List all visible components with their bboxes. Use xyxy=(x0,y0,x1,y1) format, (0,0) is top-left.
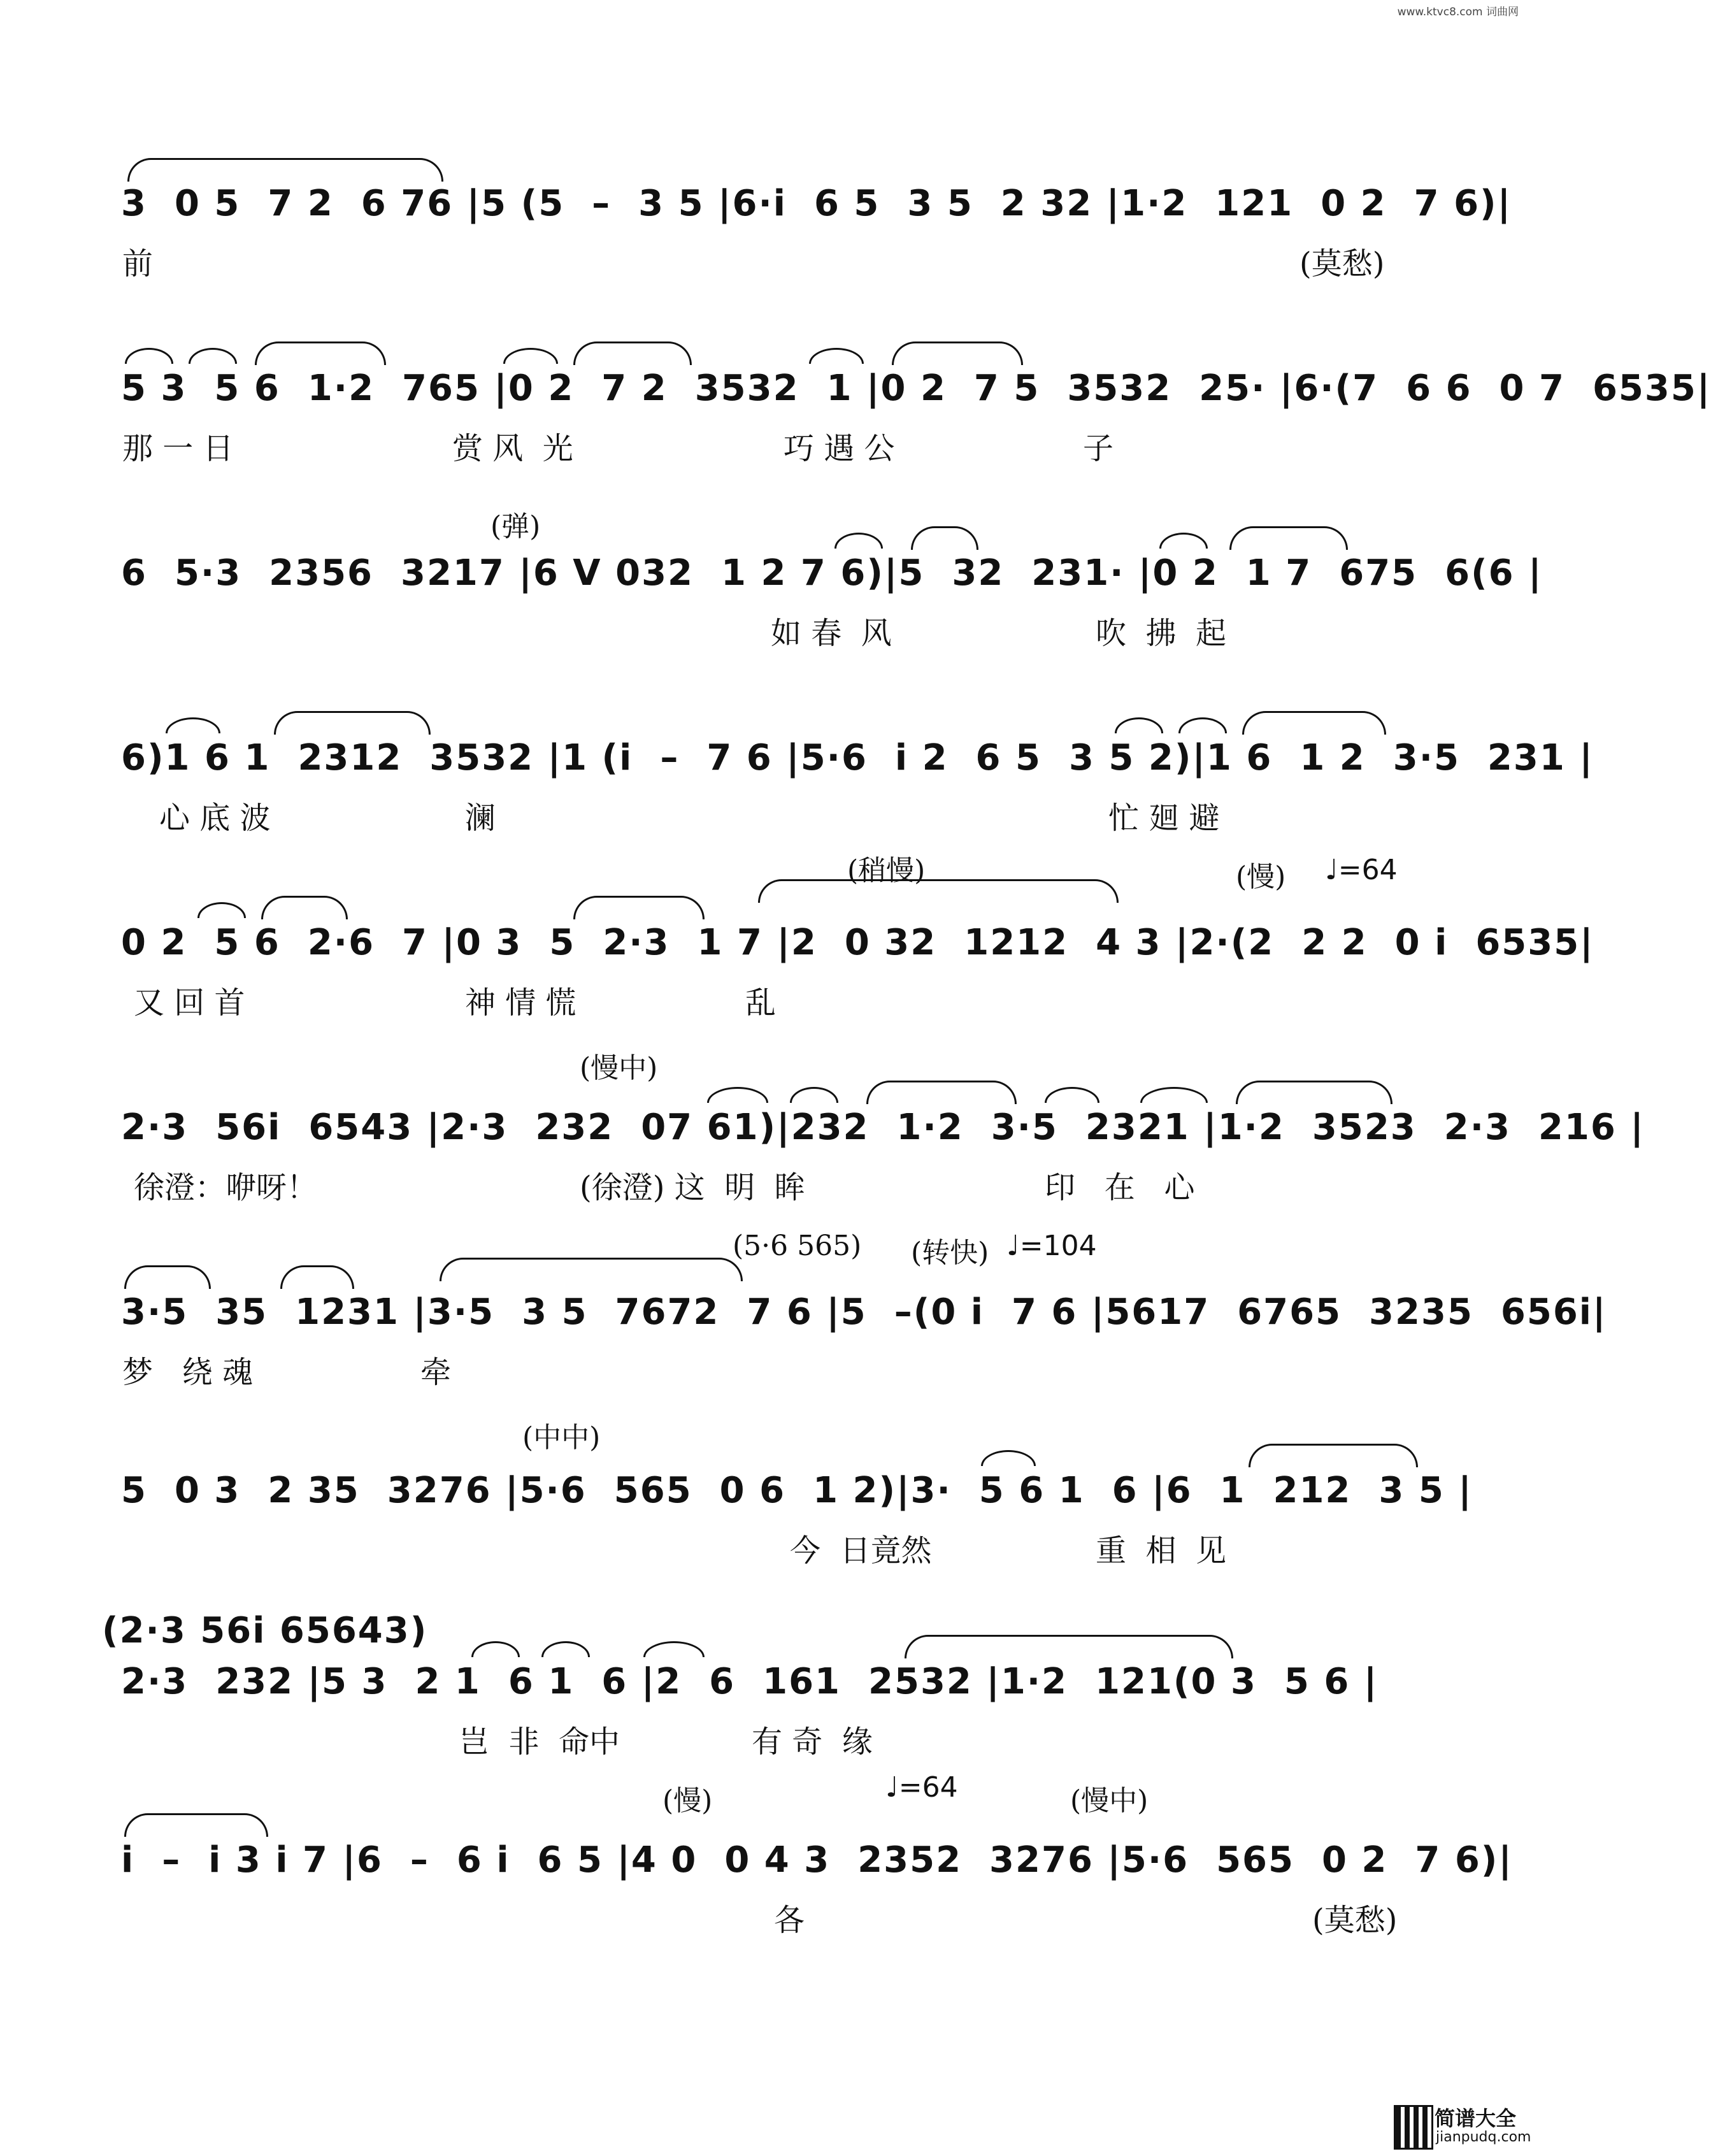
slur xyxy=(911,526,978,550)
performance-mark: (慢中) xyxy=(580,1052,658,1084)
lyric: 有 奇 缘 xyxy=(752,1724,873,1760)
slur xyxy=(643,1641,705,1657)
tempo-value: =64 xyxy=(1338,854,1398,886)
lyric: 又 回 首 xyxy=(134,985,245,1021)
slur xyxy=(471,1641,520,1657)
notation-line: 0 2 5 6 2·6 7 |0 3 5 2·3 1 7 |2 0 32 1212 4 3 |2·(2 2 2 0 i 6535| xyxy=(121,922,1594,963)
lyric: 神 情 慌 xyxy=(465,985,576,1021)
notation-line: i – i 3 i 7 |6 – 6 i 6 5 |4 0 0 4 3 2352 3276 |5·6 565 0 2 7 6)| xyxy=(121,1839,1513,1881)
lyric: 吹 拂 起 xyxy=(1096,615,1227,651)
notation-line: 2·3 56i 6543 |2·3 232 07 61)|232 1·2 3·5 2321 |1·2 3523 2·3 216 | xyxy=(121,1107,1645,1148)
lyric: 忙 廻 避 xyxy=(1108,800,1220,836)
lyric: 重 相 见 xyxy=(1096,1533,1227,1569)
lyric: 牵 xyxy=(420,1355,452,1390)
lyric: 徐澄：咿呀！ xyxy=(134,1170,318,1205)
lyric: 澜 xyxy=(465,800,496,836)
notation-line: 2·3 232 |5 3 2 1 6 1 6 |2 6 161 2532 |1·2 121(0 3 5 6 | xyxy=(121,1661,1378,1702)
slur xyxy=(834,533,883,549)
performance-mark: (中中) xyxy=(522,1421,601,1454)
tempo-mark xyxy=(1006,1230,1097,1262)
notation-line: 6 5·3 2356 3217 |6 V 032 1 2 7 6)|5 32 231· |0 2 1 7 675 6(6 | xyxy=(121,552,1543,594)
slur xyxy=(809,348,864,364)
slur xyxy=(503,348,558,364)
tempo-mark xyxy=(1325,854,1398,886)
slur xyxy=(866,1081,1017,1104)
lyric: 今 日竟然 xyxy=(790,1533,932,1569)
slur xyxy=(892,341,1023,365)
slur xyxy=(758,879,1119,903)
tempo-value: =64 xyxy=(898,1771,958,1804)
lyric: 各 xyxy=(774,1902,805,1938)
lyric: 岂 非 命中 xyxy=(459,1724,620,1760)
slur xyxy=(124,1265,211,1289)
lyric: (莫愁) xyxy=(1299,246,1385,282)
slur xyxy=(573,341,692,365)
slur xyxy=(255,341,386,365)
slur xyxy=(981,1450,1036,1466)
tempo-mark xyxy=(885,1771,958,1804)
site-watermark: www.ktvc8.com 词曲网 xyxy=(1397,6,1519,18)
performance-mark: (5·6 565) xyxy=(733,1230,862,1262)
lyric: 如 春 风 xyxy=(771,615,892,651)
lyric: 子 xyxy=(1083,431,1114,466)
slur xyxy=(274,711,431,735)
notation-line: 3 0 5 7 2 6 76 |5 (5 – 3 5 |6·i 6 5 3 5 2 32 |1·2 121 0 2 7 6)| xyxy=(121,183,1512,224)
logo-name: 简谱大全 xyxy=(1435,2106,1517,2131)
quarter-note-icon: ♩ xyxy=(1006,1230,1020,1262)
slur xyxy=(1045,1087,1099,1103)
lyric: 心 底 波 xyxy=(159,800,271,836)
slur xyxy=(189,348,237,364)
slur xyxy=(573,896,705,919)
performance-mark: (转快) xyxy=(911,1237,989,1269)
slur xyxy=(1236,1081,1392,1104)
notation-line: 6)1 6 1 2312 3532 |1 (i – 7 6 |5·6 i 2 6 5 3 5 2)|1 6 1 2 3·5 231 | xyxy=(121,737,1594,779)
quarter-note-icon: ♩ xyxy=(1325,854,1338,886)
quarter-note-icon: ♩ xyxy=(885,1771,899,1804)
slur xyxy=(166,717,220,733)
notation-line: 5 0 3 2 35 3276 |5·6 565 0 6 1 2)|3· 5 6 1 6 |6 1 212 3 5 | xyxy=(121,1470,1473,1511)
lyric: 乱 xyxy=(745,985,777,1021)
slur xyxy=(440,1258,743,1281)
performance-mark: (慢中) xyxy=(1070,1785,1149,1817)
logo-url: jianpudq.com xyxy=(1436,2129,1531,2145)
slur xyxy=(905,1635,1233,1658)
slur xyxy=(197,902,246,918)
notation-line: 3·5 35 1231 |3·5 3 5 7672 7 6 |5 –(0 i 7 6 |5617 6765 3235 656i| xyxy=(121,1291,1607,1333)
site-logo xyxy=(1394,2102,1531,2151)
performance-mark: (弹) xyxy=(490,510,541,543)
performance-mark: (慢) xyxy=(1236,861,1286,893)
lyric: 巧 遇 公 xyxy=(784,431,895,466)
lyric: 印 在 心 xyxy=(1045,1170,1195,1205)
slur xyxy=(1242,711,1386,735)
slur xyxy=(261,896,348,919)
slur xyxy=(1249,1444,1418,1467)
lyric: 前 xyxy=(122,246,154,282)
slur xyxy=(1178,717,1227,733)
lyric: 梦 绕 魂 xyxy=(122,1355,254,1390)
notation-line: 5 3 5 6 1·2 765 |0 2 7 2 3532 1 |0 2 7 5 3532 25· |6·(7 6 6 0 7 6535| xyxy=(121,368,1711,409)
performance-mark: (2·3 56i 65643) xyxy=(102,1610,428,1651)
slur xyxy=(125,348,173,364)
slur xyxy=(541,1641,590,1657)
lyric: 那 一 日 xyxy=(122,431,234,466)
slur xyxy=(280,1265,354,1289)
lyric: (莫愁) xyxy=(1312,1902,1398,1938)
slur xyxy=(1229,526,1348,550)
lyric: 赏 风 光 xyxy=(452,431,573,466)
performance-mark: (慢) xyxy=(662,1785,713,1817)
performance-mark: (稍慢) xyxy=(847,854,926,887)
lyric: (徐澄) 这 明 眸 xyxy=(580,1170,805,1205)
slur xyxy=(124,1813,268,1837)
slur xyxy=(707,1087,768,1103)
piano-keys-icon xyxy=(1394,2105,1433,2150)
slur xyxy=(790,1087,838,1103)
slur xyxy=(1159,533,1208,549)
tempo-value: =104 xyxy=(1019,1230,1097,1262)
slur xyxy=(1115,717,1163,733)
slur xyxy=(1140,1087,1208,1103)
